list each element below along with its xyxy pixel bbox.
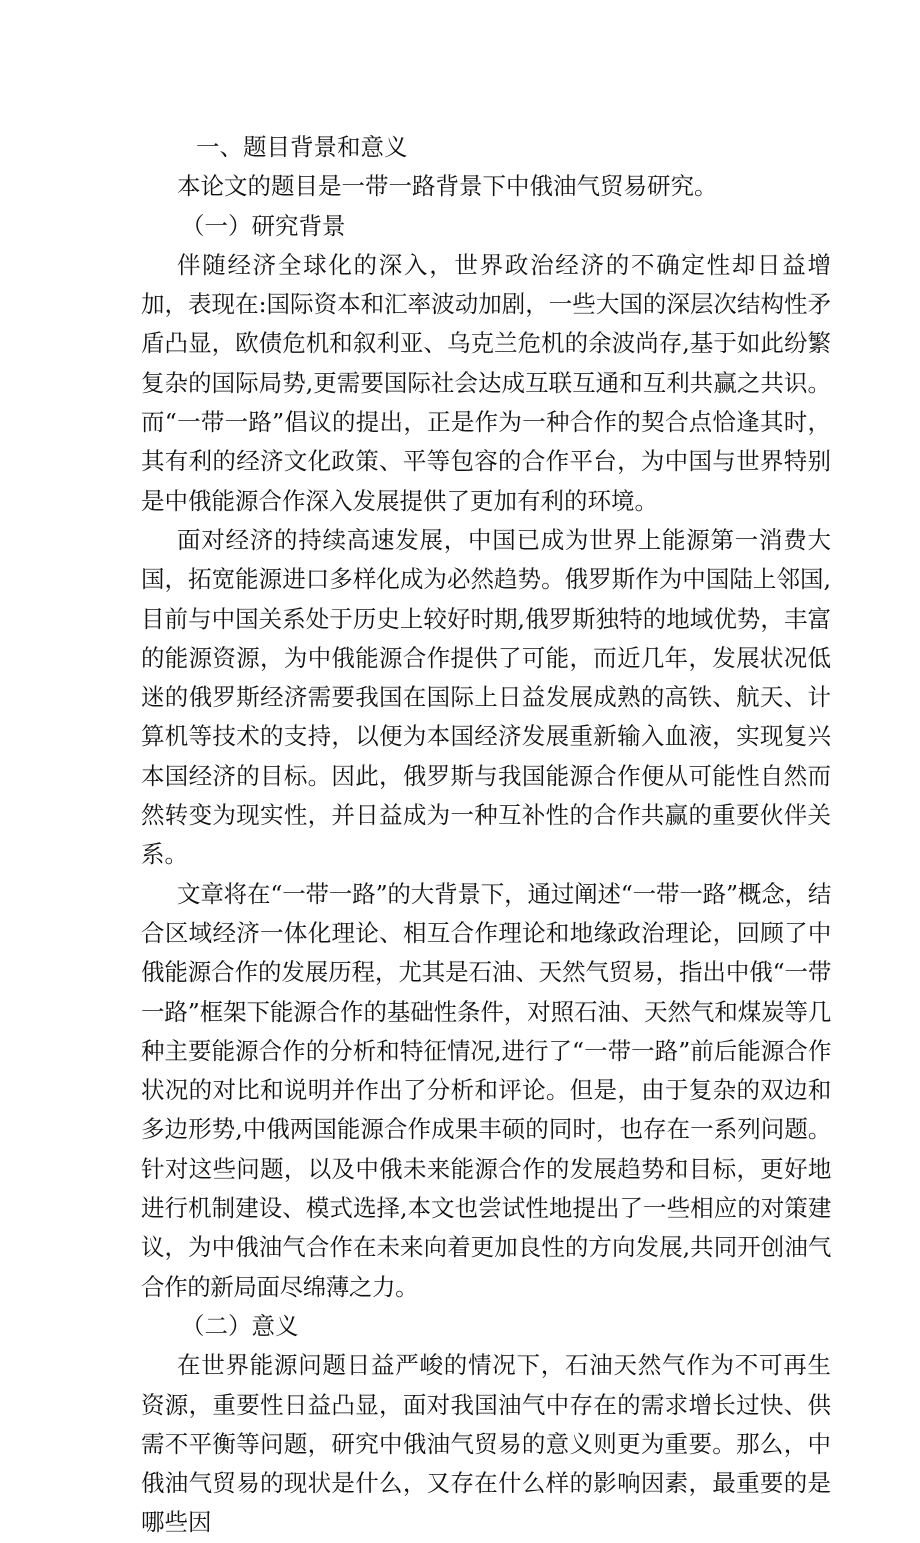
subsection-heading-background: （一）研究背景 bbox=[181, 211, 346, 240]
section-heading: 一、题目背景和意义 bbox=[196, 133, 408, 161]
paragraph-background-3: 文章将在“一带一路”的大背景下，通过阐述“一带一路”概念，结合区域经济一体化理论、相互合作理论和地缘政治理论，回顾了中俄能源合作的发展历程，尤其是石油、天然气贸易，指出中俄“一带一路”框架下能源合作的基础性条件，对照石油、天然气和煤炭等几种主要能源合作的分析和特征情况,进行了“一带一路”前后能源合作状况的对比和说明并作出了分析和评论。但是，由于复杂的双边和多边形势,中俄两国能源合作成果丰硕的同时，也存在一系列问题。针对这些问题，以及中俄未来能源合作的发展趋势和目标，更好地进行机制建设、模式选择,本文也尝试性地提出了一些相应的对策建议，为中俄油气合作在未来向着更加良性的方向发展,共同开创油气合作的新局面尽绵薄之力。 bbox=[141, 879, 831, 1301]
document-body bbox=[141, 128, 831, 1543]
paragraph-background-2: 面对经济的持续高速发展，中国已成为世界上能源第一消费大国，拓宽能源进口多样化成为必然趋势。俄罗斯作为中国陆上邻国,目前与中国关系处于历史上较好时期,俄罗斯独特的地域优势，丰富的能源资源，为中俄能源合作提供了可能，而近几年，发展状况低迷的俄罗斯经济需要我国在国际上日益发展成熟的高铁、航天、计算机等技术的支持，以便为本国经济发展重新输入血液，实现复兴本国经济的目标。因此，俄罗斯与我国能源合作便从可能性自然而然转变为现实性，并日益成为一种互补性的合作共赢的重要伙伴关系。 bbox=[141, 525, 831, 869]
paragraph-background-1: 伴随经济全球化的深入，世界政治经济的不确定性却日益增加，表现在:国际资本和汇率波动加剧，一些大国的深层次结构性矛盾凸显，欧债危机和叙利亚、乌克兰危机的余波尚存,基于如此纷繁复杂的国际局势,更需要国际社会达成互联互通和互利共赢之共识。而“一带一路”倡议的提出，正是作为一种合作的契合点恰逢其时，其有利的经济文化政策、平等包容的合作平台，为中国与世界特别是中俄能源合作深入发展提供了更加有利的环境。 bbox=[141, 250, 831, 515]
subsection-heading-significance: （二）意义 bbox=[181, 1311, 299, 1340]
paragraph-significance-1: 在世界能源问题日益严峻的情况下，石油天然气作为不可再生资源，重要性日益凸显，面对我国油气中存在的需求增长过快、供需不平衡等问题，研究中俄油气贸易的意义则更为重要。那么，中俄油气贸易的现状是什么，又存在什么样的影响因素，最重要的是哪些因 bbox=[141, 1351, 831, 1537]
topic-sentence: 本论文的题目是一带一路背景下中俄油气贸易研究。 bbox=[177, 172, 718, 201]
